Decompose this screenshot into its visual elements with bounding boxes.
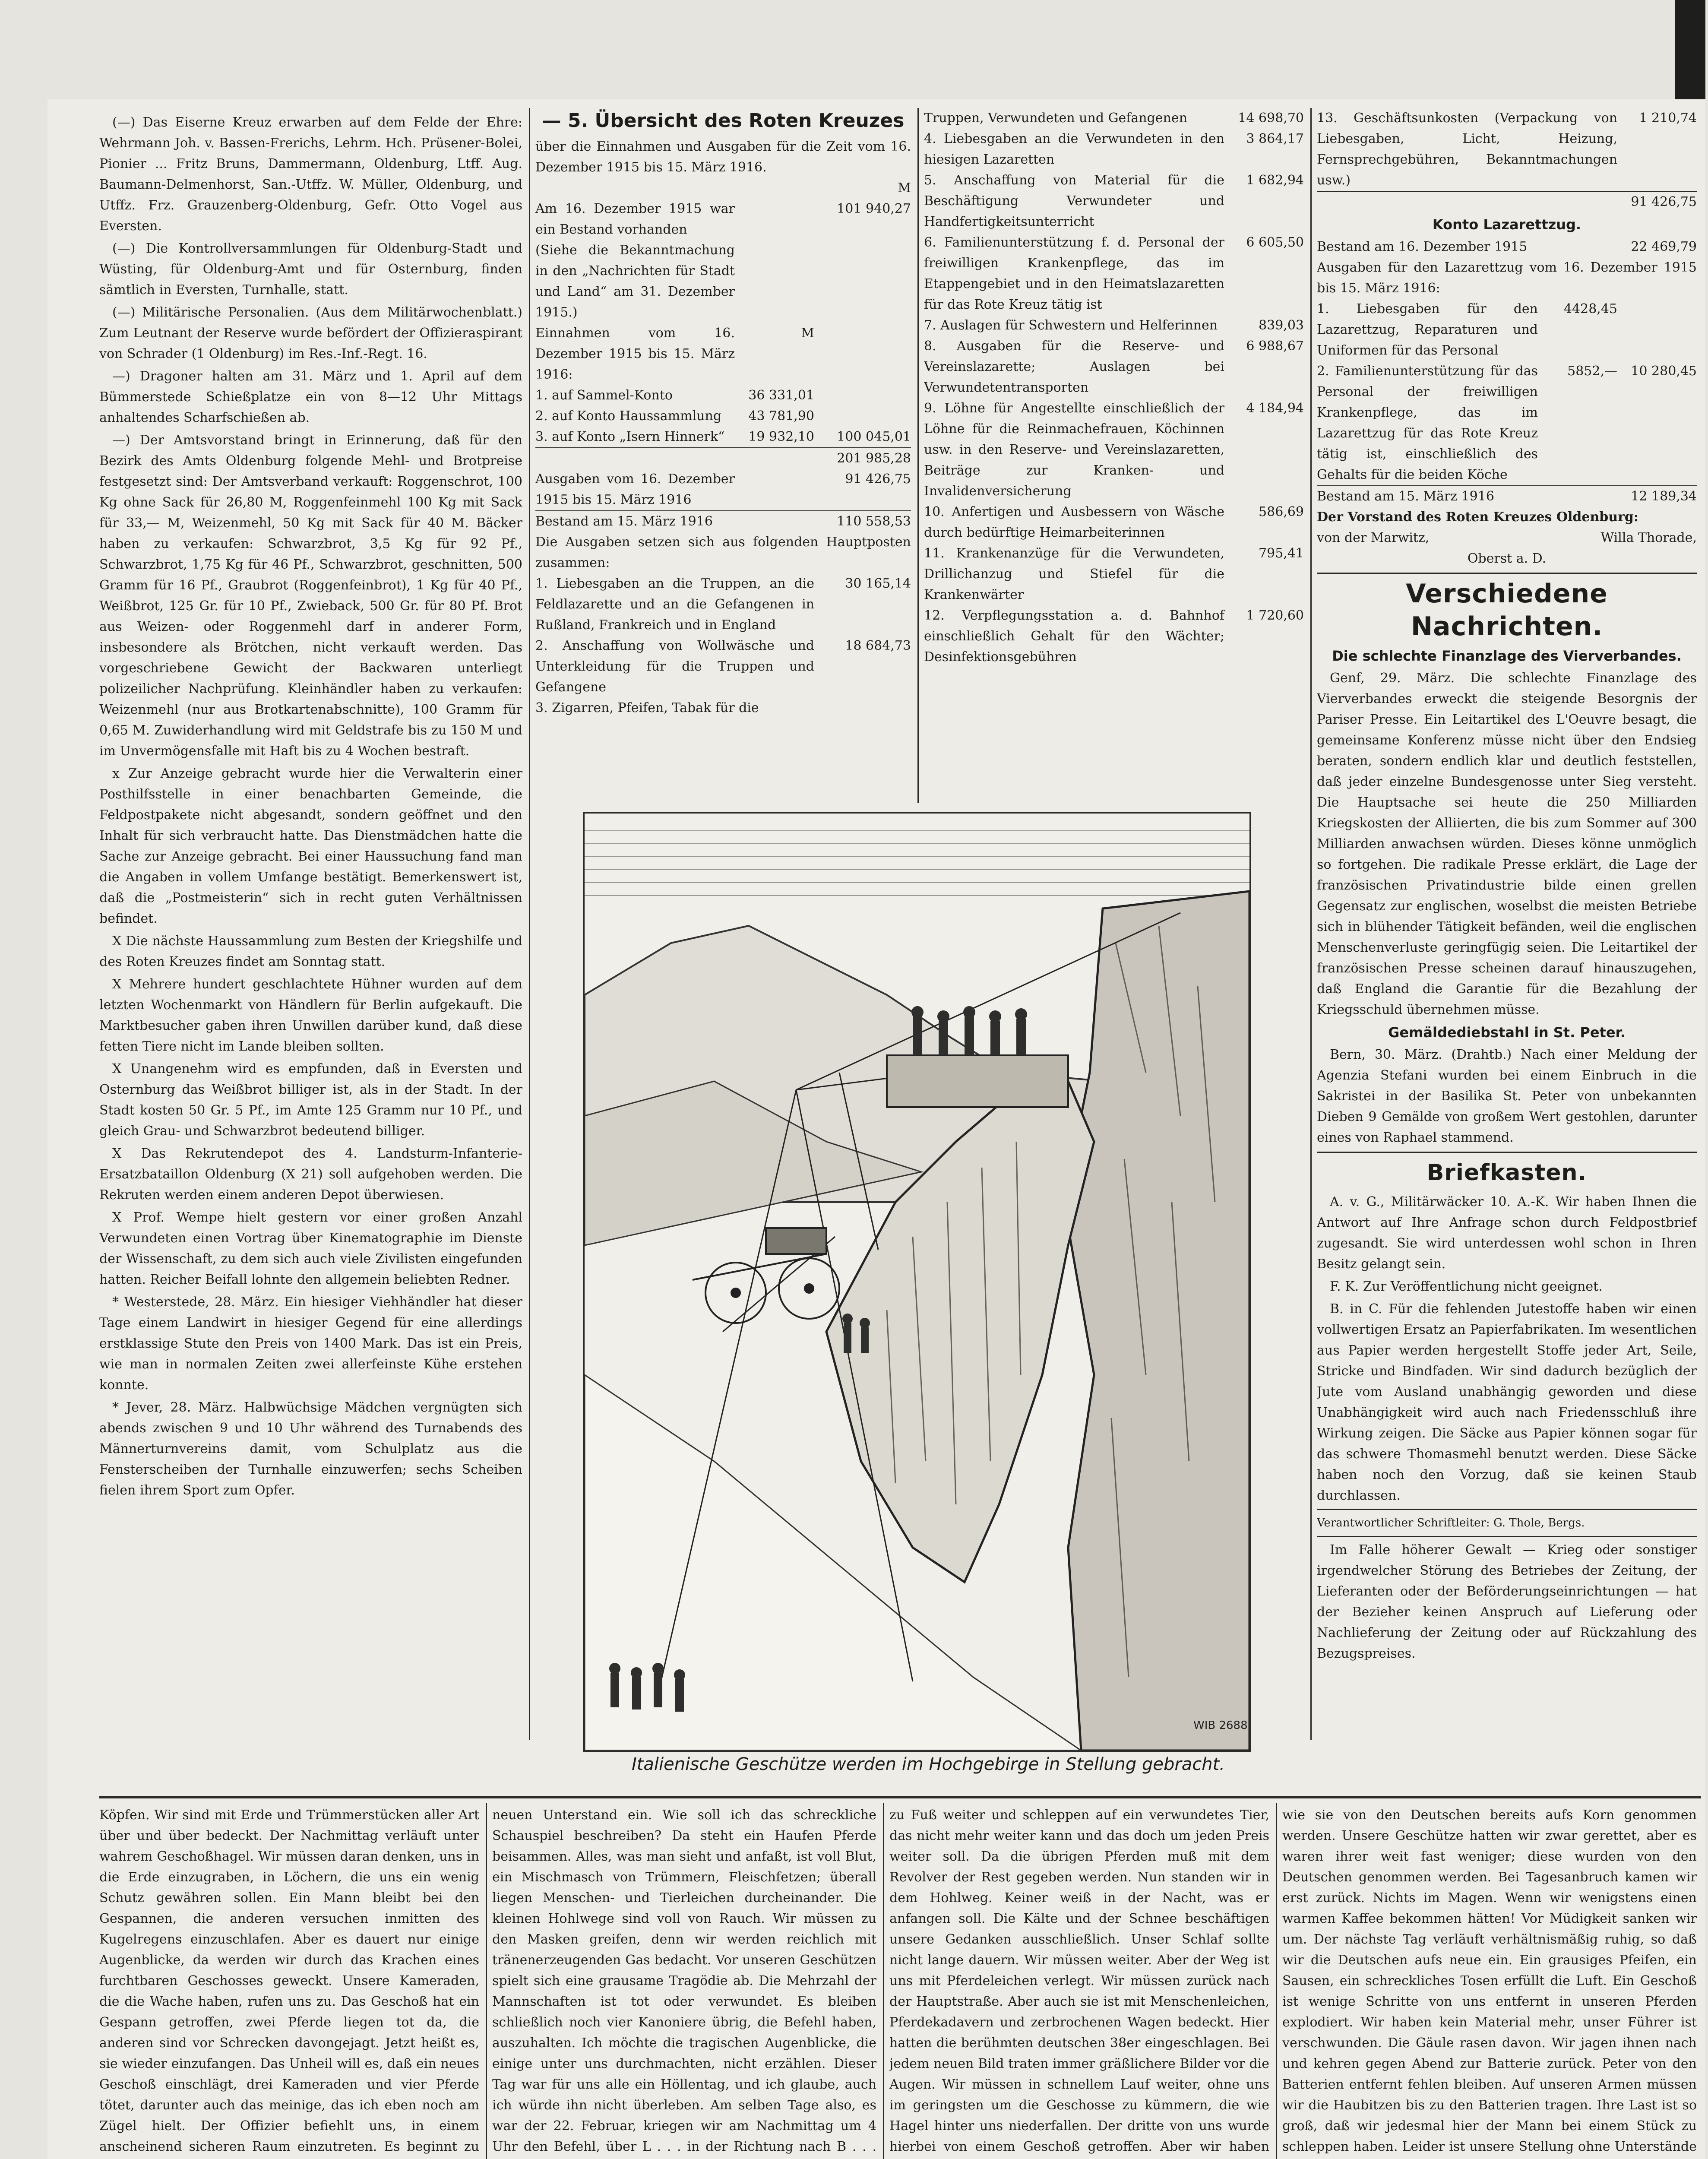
artillery-illustration	[583, 812, 1251, 1752]
expense-item: 11. Krankenanzüge für die Verwundeten, Drillichanzug und Stiefel für die Krankenwärter 795,41	[924, 546, 1304, 602]
expense-item: 13. Geschäftsunkosten (Verpackung von Liebesgaben, Licht, Heizung, Fernsprechgebühren, Bekanntmachungen usw.) 1 210,74	[1317, 111, 1697, 188]
summary-row: (Siehe die Bekanntmachung in den „Nachrichten für Stadt und Land“ am 31. Dezember 1915.)	[535, 243, 735, 320]
news-rekrutendepot: X Das Rekrutendepot des 4. Landsturm-Infanterie-Ersatzbataillon Oldenburg (X 21) soll aufgehoben werden. Die Rekruten werden einem anderen Depot überwiesen.	[99, 1146, 522, 1203]
gemaeldediebstahl-title: Gemäldediebstahl in St. Peter.	[1388, 1024, 1626, 1041]
expense-item: 6. Familienunterstützung f. d. Personal der freiwilligen Krankenpflege, das im Etappengebiet und in den Heimatslazaretten für das Rote Kreuz tätig ist 6 605,50	[924, 235, 1304, 312]
illustration-caption: Italienische Geschütze werden im Hochgebirge in Stellung gebracht.	[631, 1754, 1225, 1774]
section-rule	[1317, 573, 1697, 574]
briefkasten-entry: B. in C. Für die fehlenden Jutestoffe haben wir einen vollwertigen Ersatz an Papierfabrikaten. Im wesentlichen aus Papier werden hergestellt Stoffe jeder Art, Seile, Stricke und Bindfaden. Wir sind dadurch bezüglich der Jute vom Ausland unabhängig geworden und diese Unabhängigkeit wird auch nach Friedensschluß ihre Wirkung zeigen. Die Säcke aus Papier können sogar für das schwere Thomasmehl benutzt werden. Diese Säcke haben noch den Vorzug, daß sie keinen Staub durchlassen.	[1317, 1301, 1697, 1503]
lazarettzug-bestand: Bestand am 16. Dezember 1915 22 469,79	[1317, 239, 1697, 254]
column-rule	[529, 108, 530, 1740]
section-rule	[1317, 1536, 1697, 1537]
briefkasten-title: Briefkasten.	[1426, 1160, 1587, 1186]
column-expense-items	[924, 108, 1304, 799]
summary-row: Einnahmen vom 16. Dezember 1915 bis 15. März 1916: M	[535, 326, 814, 382]
expense-item: 5. Anschaffung von Material für die Beschäftigung Verwundeter und Handfertigkeitsunterricht 1 682,94	[924, 173, 1304, 229]
responsible-editor: Verantwortlicher Schriftleiter: G. Thole, Bergs.	[1317, 1516, 1585, 1529]
column-local-news	[99, 112, 522, 1736]
summary-row: 3. auf Konto „Isern Hinnerk“ 19 932,10 100 045,01	[535, 429, 911, 444]
news-haussammlung: X Die nächste Haussammlung zum Besten der Kriegshilfe und des Roten Kreuzes findet am Sonntag statt.	[99, 934, 522, 969]
column-rule	[1276, 1803, 1277, 2159]
column-rule	[883, 1803, 884, 2159]
expense-intro: Die Ausgaben setzen sich aus folgenden Hauptposten zusammen:	[535, 535, 911, 570]
gemaeldediebstahl-text: Bern, 30. März. (Drahtb.) Nach einer Meldung der Agenzia Stefani wurden bei einem Einbruch in die Sakristei in der Basilika St. Peter von unbekannten Dieben 9 Gemälde von großem Wert gestohlen, darunter eines von Raphael stammend.	[1317, 1047, 1697, 1145]
news-eisernes-kreuz: (—) Das Eiserne Kreuz erwarben auf dem Felde der Ehre: Wehrmann Joh. v. Bassen-Frerichs, Lehrm. Hch. Prüsener-Bolei, Pionier ... Fritz Bruns, Dammermann, Oldenburg, Ltff. Aug. Baumann-Delmenhorst, San.-Utffz. W. Müller, Oldenburg, und Utffz. Frz. Grauzenberg-Oldenburg, Gefr. Otto Vogel aus Eversten.	[99, 115, 522, 234]
summary-row: 2. auf Konto Haussammlung 43 781,90	[535, 408, 814, 424]
news-weissbrot: X Unangenehm wird es empfunden, daß in Eversten und Osternburg das Weißbrot billiger ist, als in der Stadt. In der Stadt kosten 50 Gr. 5 Pf., im Amte 125 Gramm nur 10 Pf., und gleich Grau- und Schwarzbrot bedeutend billiger.	[99, 1061, 522, 1139]
section-rule	[1317, 1509, 1697, 1510]
expense-item: 12. Verpflegungsstation a. d. Bahnhof einschließlich Gehalt für den Wächter; Desinfektionsgebühren 1 720,60	[924, 608, 1304, 665]
news-dragoner: —) Dragoner halten am 31. März und 1. April auf dem Bümmerstede Schießplatze ein von 8—12 Uhr Mittags anhaltendes Scharfschießen ab.	[99, 369, 522, 425]
signature-board: Der Vorstand des Roten Kreuzes Oldenburg:	[1317, 510, 1638, 525]
feuilleton-column-4: wie sie von den Deutschen bereits aufs Korn genommen werden. Unsere Geschütze hatten wir zwar gerettet, aber es waren ihrer weit fast weniger; diese wurden von den Deutschen genommen werden. Bei Tagesanbruch kamen wir erst zurück. Nichts im Magen. Wenn wir wenigstens einen warmen Kaffee bekommen hätten! Vor Müdigkeit sanken wir um. Der nächste Tag verläuft verhältnismäßig ruhig, so daß wir die Deutschen aufs neue ein. Ein grausiges Pfeifen, ein Sausen, ein schreckliches Tosen erfüllt die Luft. Ein Geschoß ist wenige Schritte von uns entfernt in unseren Pferden explodiert. Wir haben kein Material mehr, unser Führer ist verschwunden. Die Gäule rasen davon. Wir jagen ihnen nach und kehren gegen Abend zur Batterie zurück. Peter von den Batterien entfernt fehlen bleiben. Auf unseren Armen müssen wir die Haubitzen bis zu den Batterien tragen. Ihre Last ist so groß, daß wir jedesmal hier der Mann bei einem Stück zu schleppen haben. Leider ist unsere Stellung ohne Unterstände	[1282, 1808, 1697, 2154]
expense-item: 4. Liebesgaben an die Verwundeten in den hiesigen Lazaretten 3 864,17	[924, 131, 1304, 167]
expense-total: 91 426,75	[1317, 191, 1697, 212]
summary-row: Am 16. Dezember 1915 war ein Bestand vorhanden 101 940,27	[535, 201, 911, 237]
expense-item: 1. Liebesgaben an die Truppen, an die Feldlazarette und an die Gefangenen in Rußland, Frankreich und in England 30 165,14	[535, 576, 911, 633]
scan-edge-shadow	[1675, 0, 1705, 99]
force-majeure-notice: Im Falle höherer Gewalt — Krieg oder sonstiger irgendwelcher Störung des Betriebes der Zeitung, der Lieferanten oder der Beförderungseinrichtungen — hat der Bezieher keinen Anspruch auf Lieferung oder Nachlieferung der Zeitung oder auf Rückzahlung des Bezugspreises.	[1317, 1542, 1697, 1661]
unit-marker: M	[898, 180, 911, 196]
verschiedene-nachrichten-title: Verschiedene Nachrichten.	[1406, 579, 1608, 642]
briefkasten-entry: F. K. Zur Veröffentlichung nicht geeignet.	[1330, 1279, 1603, 1294]
news-kontrollversammlungen: (—) Die Kontrollversammlungen für Oldenburg-Stadt und Wüsting, für Oldenburg-Amt und für Osternburg, finden sämtlich in Eversten, Turnhalle, statt.	[99, 241, 522, 298]
page-divider	[99, 1796, 1701, 1798]
news-jever: * Jever, 28. März. Halbwüchsige Mädchen vergnügten sich abends zwischen 9 und 10 Uhr während des Turnabends des Männerturnvereins damit, vom Schulplatz aus die Fensterscheiben der Turnhalle einzuwerfen; sechs Scheiben fielen ihrem Sport zum Opfer.	[99, 1400, 522, 1498]
newspaper-page	[47, 99, 1705, 2159]
lazarettzug-intro: Ausgaben für den Lazarettzug vom 16. Dezember 1915 bis 15. März 1916:	[1317, 260, 1697, 296]
news-huehner: X Mehrere hundert geschlachtete Hühner wurden auf dem letzten Wochenmarkt von Händlern für Berlin aufgekauft. Die Marktbesucher gaben ihren Unwillen darüber kund, daß diese fetten Tiere nicht im Lande bleiben sollten.	[99, 977, 522, 1054]
signature-names: von der Marwitz, Willa Thorade,	[1317, 530, 1697, 545]
news-westerstede: * Westerstede, 28. März. Ein hiesiger Viehhändler hat dieser Tage einem Landwirt in hiesiger Gegend für eine allerdings erstklassige Stute den Preis von 1400 Mark. Das ist ein Preis, wie man in normalen Zeiten zwei allerfeinste Kühe erstehen konnte.	[99, 1295, 522, 1393]
expense-item: Truppen, Verwundeten und Gefangenen 14 698,70	[924, 111, 1304, 126]
column-rule	[917, 108, 919, 803]
feuilleton-column-2: neuen Unterstand ein. Wie soll ich das schreckliche Schauspiel beschreiben? Da steht ein Haufen Pferde beisammen. Alles, was man sieht und anfaßt, ist voll Blut, ein Mischmasch von Trümmern, Fleischfetzen; überall liegen Menschen- und Tierleichen durcheinander. Die kleinen Hohlwege sind voll von Rauch. Wir müssen zu den Masken greifen, denn wir werden reichlich mit tränenerzeugenden Gas bedacht. Vor unseren Geschützen spielt sich eine grausame Tragödie ab. Die Mehrzahl der Mannschaften ist tot oder verwundet. Es bleiben schließlich noch vier Kanoniere übrig, die Befehl haben, auszuhalten. Ich möchte die tragischen Augenblicke, die einige unter uns durchmachten, nicht erzählen. Dieser Tag war für uns alle ein Höllentag, und ich glaube, auch ich würde ihn nicht überleben. Am selben Tage also, es war der 22. Februar, kriegen wir am Nachmittag um 4 Uhr den Befehl, über L . . . in der Richtung nach B . . .	[492, 1808, 876, 2154]
column-rule	[1310, 108, 1312, 1740]
summary-row: 201 985,28	[535, 447, 911, 469]
expense-item: 2. Anschaffung von Wollwäsche und Unterkleidung für die Truppen und Gefangene 18 684,73	[535, 638, 911, 695]
finanzlage-text: Genf, 29. März. Die schlechte Finanzlage des Vierverbandes erweckt die steigende Besorgnis der Pariser Presse. Ein Leitartikel des L'Oeuvre besagt, die gemeinsame Konferenz müsse nicht über den Endsieg beraten, sondern endlich klar und deutlich feststellen, daß jeder einzelne Bundesgenosse unter Sieg versteht. Die Hauptsache sei heute die 250 Milliarden Kriegskosten der Alliierten, die bis zum Sommer auf 300 Milliarden anwachsen würden. Dieses könne unmöglich so fortgehen. Die radikale Presse erklärt, die Lage der französischen Privatindustrie bilde einen grellen Gegensatz zur englischen, woselbst die meisten Betriebe sich in blühender Tätigkeit befänden, weil die englischen Menschenverluste geringfügig seien. Die Leitartikel der französischen Presse scheinen darauf hinauszugehen, daß England die Garantie für die Bezahlung der Kriegsschuld übernehmen müsse.	[1317, 671, 1697, 1017]
expense-item: 3. Zigarren, Pfeifen, Tabak für die	[535, 700, 759, 715]
summary-row: 1. auf Sammel-Konto 36 331,01	[535, 388, 814, 403]
briefkasten-entry: A. v. G., Militärwäcker 10. A.-K. Wir haben Ihnen die Antwort auf Ihre Anfrage schon durch Feldpostbrief zugesandt. Sie wird unterdessen wohl schon in Ihren Besitz gelangt sein.	[1317, 1194, 1697, 1272]
summary-row: Bestand am 15. März 1916 110 558,53	[535, 510, 911, 532]
feuilleton-column-3: zu Fuß weiter und schleppen auf ein verwundetes Tier, das nicht mehr weiter kann und das doch um jeden Preis weiter soll. Da die übrigen Pferden muß mit dem Revolver der Rest gegeben werden. Nun standen wir in dem Hohlweg. Keiner weiß in der Nacht, was er anfangen soll. Die Kälte und der Schnee beschäftigen unsere Gedanken ausschließlich. Unser Schlaf sollte nicht lange dauern. Wir müssen weiter. Aber der Weg ist uns mit Pferdeleichen verlegt. Wir müssen zurück nach der Hauptstraße. Aber auch sie ist mit Menschenleichen, Pferdekadavern und zerbrochenen Wagen bedeckt. Hier hatten die berühmten deutschen 38er eingeschlagen. Bei jedem neuen Bild traten immer gräßlichere Bilder vor die Augen. Wir müssen in schnellem Lauf weiter, ohne uns im geringsten um die Geschosse zu kümmern, die wie Hagel hinter uns niederfallen. Der dritte von uns wurde hierbei von einem Geschoß getroffen. Aber wir haben	[889, 1808, 1269, 2154]
news-anzeige: x Zur Anzeige gebracht wurde hier die Verwalterin einer Posthilfsstelle in einer benachbarten Gemeinde, die Feldpostpakete nicht abgesandt, sondern geöffnet und den Inhalt für sich verbraucht hatte. Das Dienstmädchen hatte die Sache zur Anzeige gebracht. Bei einer Haussuchung fand man die Angaben in vollem Umfange bestätigt. Bemerkenswert ist, daß die „Postmeisterin“ sich in recht guten Verhältnissen befindet.	[99, 766, 522, 926]
column-red-cross-summary	[535, 108, 911, 799]
konto-lazarettzug-title: Konto Lazarettzug.	[1432, 216, 1581, 233]
news-wempe: X Prof. Wempe hielt gestern vor einer großen Anzahl Verwundeten einen Vortrag über Kinematographie im Dienste der Wissenschaft, zu dem sich auch viele Zivilisten eingefunden hatten. Reicher Beifall lohnte den allgemein beliebten Redner.	[99, 1210, 522, 1287]
finanzlage-title: Die schlechte Finanzlage des Vierverbandes.	[1332, 648, 1682, 664]
column-rule	[486, 1803, 487, 2159]
red-cross-title: — 5. Übersicht des Roten Kreuzes	[542, 110, 905, 132]
expense-item: 8. Ausgaben für die Reserve- und Vereinslazarette; Auslagen bei Verwundetentransporten 6 988,67	[924, 339, 1304, 395]
expense-item: 10. Anfertigen und Ausbessern von Wäsche durch bedürftige Heimarbeiterinnen 586,69	[924, 504, 1304, 540]
column-misc-news	[1317, 108, 1697, 1740]
lazarettzug-bestand-end: Bestand am 15. März 1916 12 189,34	[1317, 485, 1697, 507]
summary-row: Ausgaben vom 16. Dezember 1915 bis 15. März 1916 91 426,75	[535, 472, 911, 507]
feuilleton-column-1: Köpfen. Wir sind mit Erde und Trümmerstücken aller Art über und über bedeckt. Der Nachmittag verläuft unter wahrem Geschoßhagel. Wir müssen daran denken, uns in die Erde einzugraben, in Löchern, die uns ein wenig Schutz gewähren sollen. Ein Mann bleibt bei den Gespannen, die anderen versuchen inmitten des Kugelregens einzuschlafen. Aber es dauert nur einige Augenblicke, da werden wir durch das Krachen eines furchtbaren Geschosses geweckt. Unsere Kameraden, die die Wache haben, rufen uns zu. Das Geschoß hat ein Gespann getroffen, zwei Pferde liegen tot da, die anderen sind vor Schrecken davongejagt. Jetzt heißt es, sie wieder einzufangen. Das Unheil will es, daß ein neues Geschoß einschlägt, drei Kameraden und vier Pferde tötet, darunter auch das meinige, das ich eben noch am Zügel hielt. Der Offizier befiehlt uns, in einem anscheinend sicheren Raum einzutreten. Es beginnt zu	[99, 1808, 479, 2154]
news-amtsvorstand: —) Der Amtsvorstand bringt in Erinnerung, daß für den Bezirk des Amts Oldenburg folgende Mehl- und Brotpreise festgesetzt sind: Der Amtsverband verkauft: Roggenschrot, 100 Kg ohne Sack für 26,80 M, Roggenfeinmehl 100 Kg mit Sack für 33,— M, Weizenmehl, 50 Kg mit Sack für 40 M. Bäcker haben zu verkaufen: Schwarzbrot, 3,5 Kg für 92 Pf., Schwarzbrot, 1,75 Kg für 46 Pf., Schwarzbrot, geschnitten, 500 Gramm für 16 Pf., Graubrot (Roggenfeinbrot), 1 Kg für 40 Pf., Weißbrot, 125 Gr. für 10 Pf., Zwieback, 500 Gr. für 80 Pf. Brot aus Weizen- oder Roggenmehl darf in anderer Form, insbesondere als Brötchen, nicht verkauft werden. Das vorgeschriebene Gewicht der Backwaren unterliegt polizeilicher Nachprüfung. Kleinhändler haben zu verkaufen: Weizenmehl (nur aus Brotkartenabschnitte), 100 Gramm für 0,65 M. Zuwiderhandlung wird mit Geldstrafe bis zu 150 M und im Unvermögensfalle mit Haft bis zu 4 Wochen bestraft.	[99, 433, 522, 759]
news-personalien: (—) Militärische Personalien. (Aus dem Militärwochenblatt.) Zum Leutnant der Reserve wurde befördert der Offizieraspirant von Schrader (1 Oldenburg) im Res.-Inf.-Regt. 16.	[99, 305, 522, 361]
lazarettzug-item: 1. Liebesgaben für den Lazarettzug, Reparaturen und Uniformen für das Personal 4428,45	[1317, 301, 1617, 358]
mountain-artillery-drawing	[585, 814, 1249, 1751]
red-cross-subtitle: über die Einnahmen und Ausgaben für die Zeit vom 16. Dezember 1915 bis 15. März 1916.	[535, 139, 911, 175]
section-rule	[1317, 1152, 1697, 1153]
lazarettzug-item: 2. Familienunterstützung für das Personal der freiwilligen Krankenpflege, das im Lazarettzug für das Rote Kreuz tätig ist, einschließlich des Gehalts für die beiden Köche 5852,— 10 280,45	[1317, 364, 1697, 482]
expense-item: 7. Auslagen für Schwestern und Helferinnen 839,03	[924, 318, 1304, 333]
signature-rank: Oberst a. D.	[1467, 551, 1547, 566]
illustration-signature: WIB 2688	[1193, 1719, 1248, 1732]
expense-item: 9. Löhne für Angestellte einschließlich der Löhne für die Reinmachefrauen, Köchinnen usw. in den Reserve- und Vereinslazaretten, Beiträge zur Kranken- und Invalidenversicherung 4 184,94	[924, 401, 1304, 499]
